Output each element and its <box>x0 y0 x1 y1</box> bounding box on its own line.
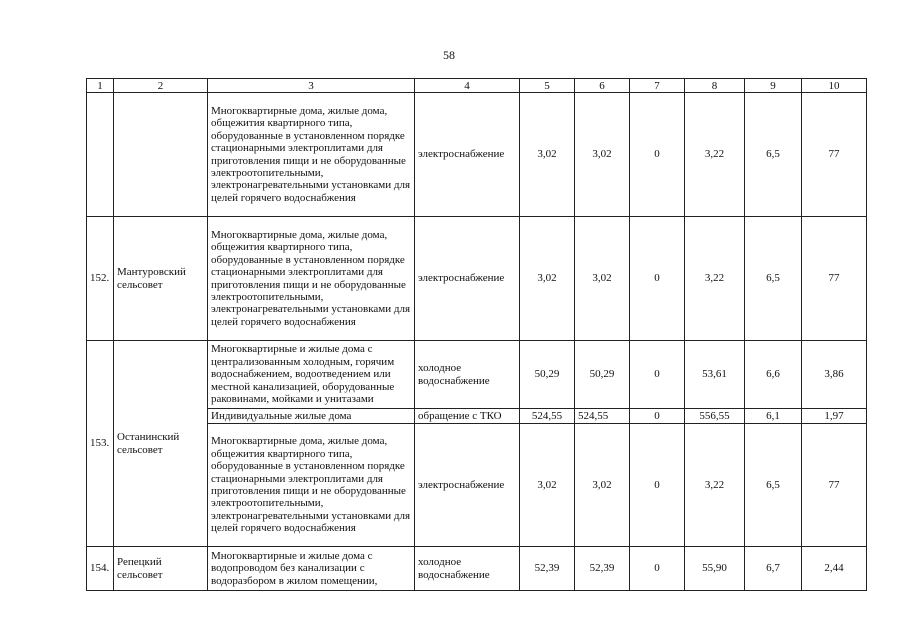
header-cell: 4 <box>415 79 520 93</box>
value-col-8: 3,22 <box>685 93 745 217</box>
value-col-9: 6,7 <box>745 547 802 591</box>
settlement-name: Репецкий сельсовет <box>114 547 208 591</box>
service-type: электроснабжение <box>415 217 520 341</box>
service-type: холодное водоснабжение <box>415 341 520 409</box>
housing-description: Многоквартирные и жилые дома с водопроводом без канализации с водоразбором в жилом помещении, <box>208 547 415 591</box>
housing-description: Индивидуальные жилые дома <box>208 409 415 424</box>
value-col-5: 3,02 <box>520 424 575 547</box>
page-number: 58 <box>443 48 455 62</box>
service-type: обращение с ТКО <box>415 409 520 424</box>
table-row <box>87 217 867 341</box>
header-cell: 9 <box>745 79 802 93</box>
value-col-5: 52,39 <box>520 547 575 591</box>
value-col-9: 6,1 <box>745 409 802 424</box>
tariff-table <box>86 78 867 591</box>
table-row <box>87 93 867 217</box>
value-col-10: 3,86 <box>802 341 867 409</box>
value-col-6: 3,02 <box>575 93 630 217</box>
housing-description: Многоквартирные дома, жилые дома, общежития квартирного типа, оборудованные в установленном порядке стационарными электроплитами для приготовления пищи и не оборудованные электроотопительными, электронагревательными установками для целей горячего водоснабжения <box>208 93 415 217</box>
row-number: 152. <box>87 217 114 341</box>
value-col-10: 77 <box>802 93 867 217</box>
value-col-8: 53,61 <box>685 341 745 409</box>
header-cell: 2 <box>114 79 208 93</box>
table-row <box>87 341 867 409</box>
header-cell: 5 <box>520 79 575 93</box>
value-col-7: 0 <box>630 93 685 217</box>
value-col-10: 2,44 <box>802 547 867 591</box>
header-cell: 8 <box>685 79 745 93</box>
value-col-6: 3,02 <box>575 217 630 341</box>
value-col-7: 0 <box>630 217 685 341</box>
value-col-7: 0 <box>630 409 685 424</box>
header-cell: 1 <box>87 79 114 93</box>
value-col-5: 50,29 <box>520 341 575 409</box>
value-col-5: 3,02 <box>520 93 575 217</box>
settlement-name <box>114 93 208 217</box>
value-col-9: 6,5 <box>745 217 802 341</box>
value-col-7: 0 <box>630 547 685 591</box>
value-col-9: 6,5 <box>745 93 802 217</box>
housing-description: Многоквартирные дома, жилые дома, общежития квартирного типа, оборудованные в установленном порядке стационарными электроплитами для приготовления пищи и не оборудованные электроотопительными, электронагревательными установками для целей горячего водоснабжения <box>208 424 415 547</box>
value-col-8: 55,90 <box>685 547 745 591</box>
header-row <box>87 79 867 93</box>
header-cell: 10 <box>802 79 867 93</box>
row-number: 153. <box>87 341 114 547</box>
header-cell: 3 <box>208 79 415 93</box>
value-col-6: 3,02 <box>575 424 630 547</box>
value-col-5: 3,02 <box>520 217 575 341</box>
housing-description: Многоквартирные дома, жилые дома, общежития квартирного типа, оборудованные в установленном порядке стационарными электроплитами для приготовления пищи и не оборудованные электроотопительными, электронагревательными установками для целей горячего водоснабжения <box>208 217 415 341</box>
service-type: электроснабжение <box>415 424 520 547</box>
value-col-6: 52,39 <box>575 547 630 591</box>
value-col-9: 6,6 <box>745 341 802 409</box>
value-col-7: 0 <box>630 424 685 547</box>
value-col-6: 50,29 <box>575 341 630 409</box>
housing-description: Многоквартирные и жилые дома с централизованным холодным, горячим водоснабжением, водоотведением или местной канализацией, оборудованные раковинами, мойками и унитазами <box>208 341 415 409</box>
header-cell: 6 <box>575 79 630 93</box>
service-type: холодное водоснабжение <box>415 547 520 591</box>
value-col-8: 556,55 <box>685 409 745 424</box>
row-number <box>87 93 114 217</box>
settlement-name: Останинский сельсовет <box>114 341 208 547</box>
service-type: электроснабжение <box>415 93 520 217</box>
value-col-8: 3,22 <box>685 217 745 341</box>
table-row <box>87 547 867 591</box>
value-col-8: 3,22 <box>685 424 745 547</box>
value-col-10: 1,97 <box>802 409 867 424</box>
row-number: 154. <box>87 547 114 591</box>
value-col-5: 524,55 <box>520 409 575 424</box>
settlement-name: Мантуровский сельсовет <box>114 217 208 341</box>
header-cell: 7 <box>630 79 685 93</box>
value-col-9: 6,5 <box>745 424 802 547</box>
value-col-10: 77 <box>802 217 867 341</box>
value-col-6: 524,55 <box>575 409 630 424</box>
value-col-10: 77 <box>802 424 867 547</box>
value-col-7: 0 <box>630 341 685 409</box>
